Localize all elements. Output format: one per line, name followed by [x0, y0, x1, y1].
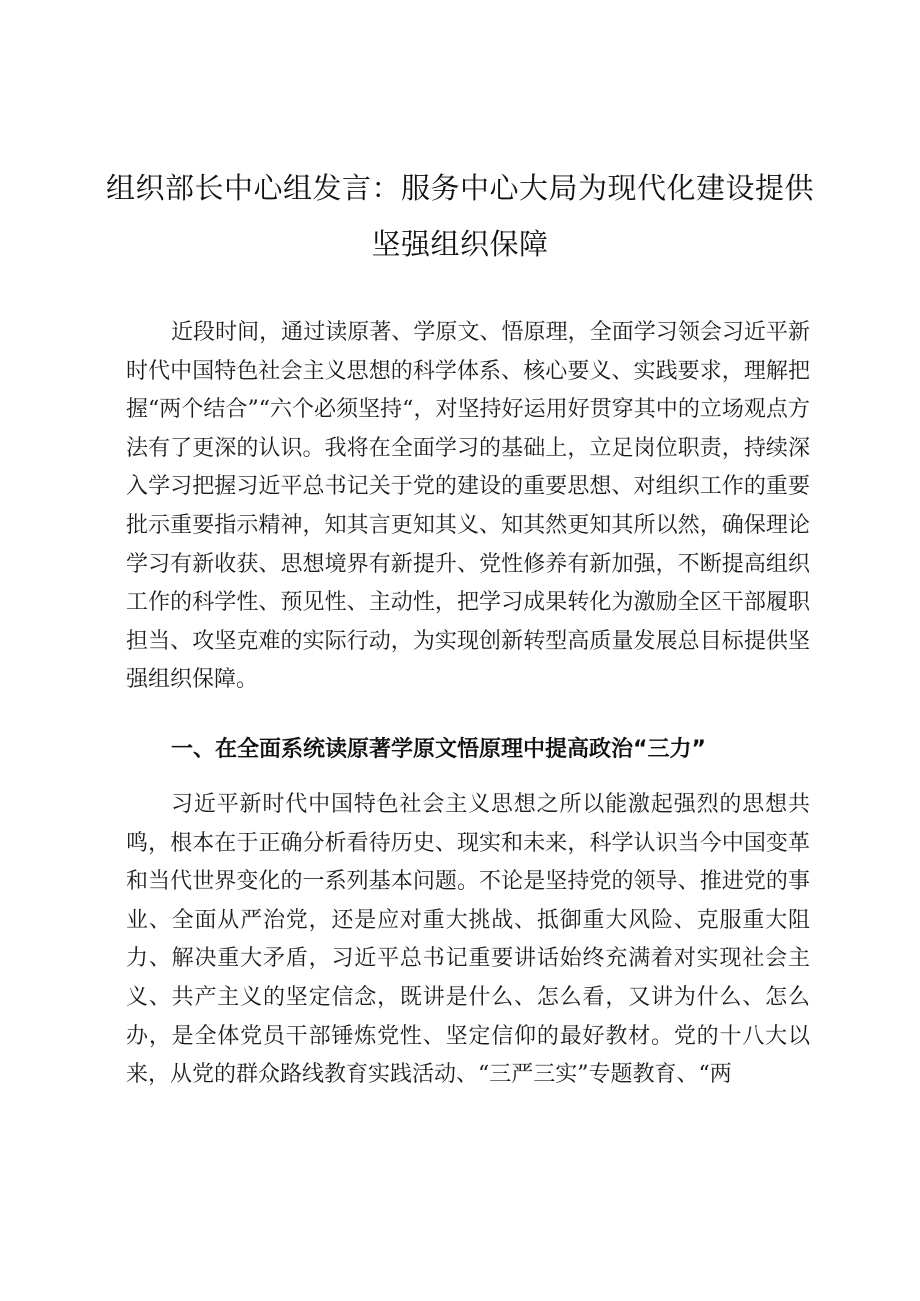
intro-paragraph: 近段时间，通过读原著、学原文、悟原理，全面学习领会习近平新时代中国特色社会主义思想的科学体系、核心要义、实践要求，理解把握“两个结合”“六个必须坚持“，对坚持好运用好贯穿其中的立场观点方法有了更深的认识。我将在全面学习的基础上，立足岗位职责，持续深入学习把握习近平总书记关于党的建设的重要思想、对组织工作的重要批示重要指示精神，知其言更知其义、知其然更知其所以然，确保理论学习有新收获、思想境界有新提升、党性修养有新加强，不断提高组织工作的科学性、预见性、主动性，把学习成果转化为激励全区干部履职担当、攻坚克难的实际行动，为实现创新转型高质量发展总目标提供坚强组织保障。: [126, 320, 810, 693]
section-heading-1: 一、在全面系统读原著学原文悟原理中提高政治“三力”: [171, 737, 706, 762]
document-title-line-1: 组织部长中心组发言：服务中心大局为现代化建设提供: [105, 171, 814, 205]
document-title-line-2: 坚强组织保障: [371, 227, 549, 261]
section-1-paragraph: 习近平新时代中国特色社会主义思想之所以能激起强烈的思想共鸣，根本在于正确分析看待历史、现实和未来，科学认识当今中国变革和当代世界变化的一系列基本问题。不论是坚持党的领导、推进党的事业、全面从严治党，还是应对重大挑战、抵御重大风险、克服重大阻力、解决重大矛盾，习近平总书记重要讲话始终充满着对实现社会主义、共产主义的坚定信念，既讲是什么、怎么看，又讲为什么、怎么办，是全体党员干部锤炼党性、坚定信仰的最好教材。党的十八大以来，从党的群众路线教育实践活动、“三严三实”专题教育、“两: [126, 792, 810, 1088]
